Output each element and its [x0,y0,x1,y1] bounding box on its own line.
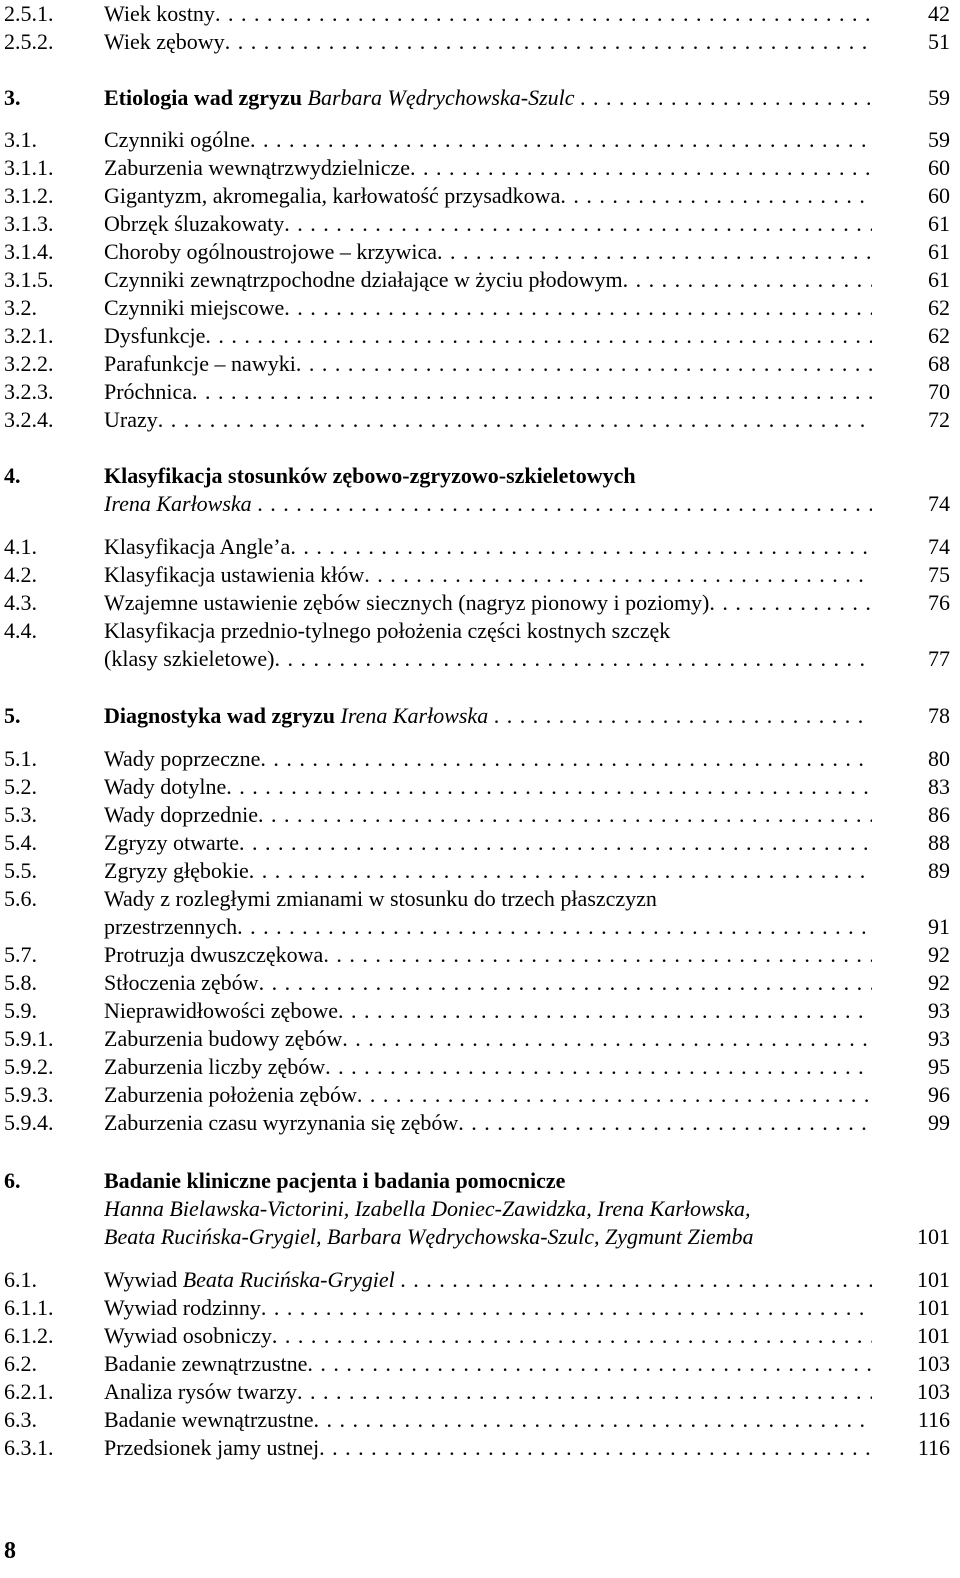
entry-title-wrap [104,84,872,112]
toc-entry [0,1266,960,1294]
entry-number: 3.2.1. [4,323,54,348]
entry-number: 2.5.1. [4,1,54,26]
entry-title: Wywiad rodzinny . . . [104,1294,872,1322]
toc-entry [0,617,960,645]
entry-number: 6.2.1. [4,1379,54,1404]
entry-number: 5.6. [4,886,37,911]
entry-page: 96 [928,1082,950,1107]
entry-title-line2: przestrzennych . . . [104,913,872,941]
toc-entry [0,969,960,997]
toc-entry [0,1081,960,1109]
entry-number: 6.3. [4,1407,37,1432]
chapter-title: Diagnostyka wad zgryzu [104,703,336,728]
entry-title: Klasyfikacja ustawienia kłów . . . [104,561,872,589]
entry-title: Zgryzy głębokie . . . [104,857,872,885]
toc-entry [0,773,960,801]
entry-title: Czynniki miejscowe . . . [104,294,872,322]
entry-number: 6.2. [4,1351,37,1376]
entry-title: Gigantyzm, akromegalia, karłowatość przysadkowa . . . [104,182,872,210]
toc-entry [0,1378,960,1406]
toc-entry [0,28,960,56]
entry-page: 116 [917,1435,950,1460]
entry-page: 101 [917,1323,950,1348]
entry-page: 62 [928,295,950,320]
entry-page: 60 [928,155,950,180]
entry-page: 75 [928,562,950,587]
chapter-authors-line2: Beata Rucińska-Grygiel, Barbara Wędrychowska-Szulc, Zygmunt Ziemba [104,1224,754,1249]
toc-chapter-authors [0,1223,960,1251]
entry-author: Beata Rucińska-Grygiel [182,1267,395,1292]
toc-entry [0,997,960,1025]
entry-title: Wady dotylne . . . [104,773,872,801]
entry-title: Zaburzenia położenia zębów . . . [104,1081,872,1109]
entry-number: 5.8. [4,970,37,995]
entry-page: 101 [917,1295,950,1320]
toc-entry [0,126,960,154]
entry-page: 74 [928,491,950,516]
entry-number: 5. [4,703,21,728]
entry-title: Zaburzenia wewnątrzwydzielnicze . . . [104,154,872,182]
entry-title: Wiek zębowy . . . [104,28,872,56]
entry-title: Nieprawidłowości zębowe . . . [104,997,872,1025]
toc-entry [0,1294,960,1322]
entry-number: 5.9.2. [4,1054,54,1079]
toc-chapter [0,1167,960,1195]
chapter-title: Badanie kliniczne pacjenta i badania pomocnicze [104,1168,566,1193]
entry-title: Stłoczenia zębów . . . [104,969,872,997]
entry-title: Wady z rozległymi zmianami w stosunku do trzech płaszczyzn [104,886,657,911]
toc-entry [0,294,960,322]
entry-number: 6.1.2. [4,1323,54,1348]
entry-title: Badanie wewnątrzustne . . . [104,1406,872,1434]
entry-number: 5.2. [4,774,37,799]
entry-number: 6.3.1. [4,1435,54,1460]
entry-page: 103 [917,1351,950,1376]
entry-title-wrap [104,702,872,730]
chapter-authors-line1: Hanna Bielawska-Victorini, Izabella Doniec-Zawidzka, Irena Karłowska, [104,1196,751,1221]
entry-page: 42 [928,1,950,26]
entry-number: 3.1.4. [4,239,54,264]
toc-entry [0,238,960,266]
entry-number: 6. [4,1168,21,1193]
entry-title: Klasyfikacja przednio-tylnego położenia części kostnych szczęk [104,618,671,643]
entry-title: Obrzęk śluzakowaty . . . [104,210,872,238]
toc-entry [0,378,960,406]
entry-page: 61 [928,267,950,292]
entry-number: 3.1.5. [4,267,54,292]
entry-title: Czynniki ogólne . . . [104,126,872,154]
entry-page: 92 [928,970,950,995]
entry-title: Przedsionek jamy ustnej . . . [104,1434,872,1462]
entry-page: 78 [928,703,950,728]
entry-number: 3.1.1. [4,155,54,180]
entry-page: 59 [928,85,950,110]
toc-entry [0,210,960,238]
chapter-author: Barbara Wędrychowska-Szulc [307,85,575,110]
toc-entry [0,941,960,969]
entry-number: 5.9.3. [4,1082,54,1107]
toc-entry [0,1109,960,1137]
entry-page: 116 [917,1407,950,1432]
toc-entry [0,322,960,350]
toc-chapter [0,84,960,112]
toc-entry [0,1434,960,1462]
entry-page: 76 [928,590,950,615]
entry-page: 95 [928,1054,950,1079]
chapter-title: Etiologia wad zgryzu [104,85,302,110]
entry-page: 61 [928,211,950,236]
entry-title: Analiza rysów twarzy . . . [104,1378,872,1406]
entry-number: 3.2.2. [4,351,54,376]
entry-page: 93 [928,1026,950,1051]
entry-number: 3.2.4. [4,407,54,432]
entry-title-wrap [104,490,872,518]
entry-title: Parafunkcje – nawyki . . . [104,350,872,378]
chapter-author: Irena Karłowska [340,703,489,728]
entry-page: 68 [928,351,950,376]
entry-number: 3.2.3. [4,379,54,404]
toc-chapter-continuation [0,490,960,518]
toc-entry [0,1406,960,1434]
toc-entry [0,561,960,589]
entry-number: 5.5. [4,858,37,883]
entry-page: 99 [928,1110,950,1135]
entry-number: 4.4. [4,618,37,643]
chapter-author: Irena Karłowska [104,491,252,516]
entry-title: Zaburzenia czasu wyrzynania się zębów . . . [104,1109,872,1137]
entry-page: 61 [928,239,950,264]
entry-page: 51 [928,29,950,54]
page-number: 8 [4,1538,16,1564]
toc-chapter-authors [0,1195,960,1223]
toc-entry [0,589,960,617]
entry-number: 3.1.3. [4,211,54,236]
entry-page: 103 [917,1379,950,1404]
entry-page: 88 [928,830,950,855]
entry-title: Wady doprzednie . . . [104,801,872,829]
entry-page: 59 [928,127,950,152]
toc-entry-continuation [0,913,960,941]
entry-title: Wywiad osobniczy . . . [104,1322,872,1350]
entry-page: 80 [928,746,950,771]
entry-title: Protruzja dwuszczękowa . . . [104,941,872,969]
entry-page: 89 [928,858,950,883]
entry-number: 4.3. [4,590,37,615]
entry-title: Wywiad [104,1267,178,1292]
entry-number: 4.2. [4,562,37,587]
entry-number: 3. [4,85,21,110]
toc-chapter [0,462,960,490]
entry-title: Zaburzenia budowy zębów . . . [104,1025,872,1053]
toc-chapter [0,702,960,730]
entry-page: 62 [928,323,950,348]
entry-title: Dysfunkcje . . . [104,322,872,350]
entry-title: Badanie zewnątrzustne . . . [104,1350,872,1378]
entry-page: 72 [928,407,950,432]
entry-number: 6.1.1. [4,1295,54,1320]
toc-entry [0,745,960,773]
entry-title: Próchnica . . . [104,378,872,406]
entry-number: 3.1. [4,127,37,152]
entry-title: Urazy . . . [104,406,872,434]
entry-number: 3.1.2. [4,183,54,208]
toc-entry [0,350,960,378]
entry-number: 5.9.1. [4,1026,54,1051]
chapter-title: Klasyfikacja stosunków zębowo-zgryzowo-szkieletowych [104,463,636,488]
toc-entry [0,1322,960,1350]
toc-entry [0,266,960,294]
entry-page: 74 [928,534,950,559]
toc-entry [0,182,960,210]
toc-entry [0,1025,960,1053]
entry-title: Zgryzy otwarte . . . [104,829,872,857]
entry-page: 101 [917,1224,950,1249]
toc-entry [0,1053,960,1081]
entry-page: 77 [928,646,950,671]
entry-title-wrap [104,1266,872,1294]
toc-entry [0,801,960,829]
toc-entry [0,829,960,857]
entry-page: 101 [917,1267,950,1292]
toc-entry [0,1350,960,1378]
toc-entry [0,154,960,182]
entry-title: Zaburzenia liczby zębów . . . [104,1053,872,1081]
toc-entry [0,885,960,913]
entry-number: 2.5.2. [4,29,54,54]
toc-entry-continuation [0,645,960,673]
entry-number: 5.1. [4,746,37,771]
entry-title: Wzajemne ustawienie zębów siecznych (nagryz pionowy i poziomy) . . . [104,589,872,617]
entry-page: 83 [928,774,950,799]
entry-title: Czynniki zewnątrzpochodne działające w życiu płodowym . . . [104,266,872,294]
entry-page: 70 [928,379,950,404]
toc-entry [0,0,960,28]
entry-page: 60 [928,183,950,208]
entry-number: 3.2. [4,295,37,320]
entry-page: 91 [928,914,950,939]
entry-number: 4.1. [4,534,37,559]
entry-number: 6.1. [4,1267,37,1292]
entry-title: Wady poprzeczne . . . [104,745,872,773]
entry-number: 5.9. [4,998,37,1023]
toc-entry [0,406,960,434]
entry-title: Choroby ogólnoustrojowe – krzywica . . . [104,238,872,266]
toc-entry [0,533,960,561]
entry-page: 92 [928,942,950,967]
entry-page: 93 [928,998,950,1023]
entry-number: 5.9.4. [4,1110,54,1135]
entry-page: 86 [928,802,950,827]
entry-title: Wiek kostny . . . [104,0,872,28]
entry-number: 4. [4,463,21,488]
toc-entry [0,857,960,885]
entry-title-line2: (klasy szkieletowe) . . . [104,645,872,673]
entry-number: 5.7. [4,942,37,967]
entry-title: Klasyfikacja Angle’a . . . [104,533,872,561]
entry-number: 5.3. [4,802,37,827]
entry-number: 5.4. [4,830,37,855]
